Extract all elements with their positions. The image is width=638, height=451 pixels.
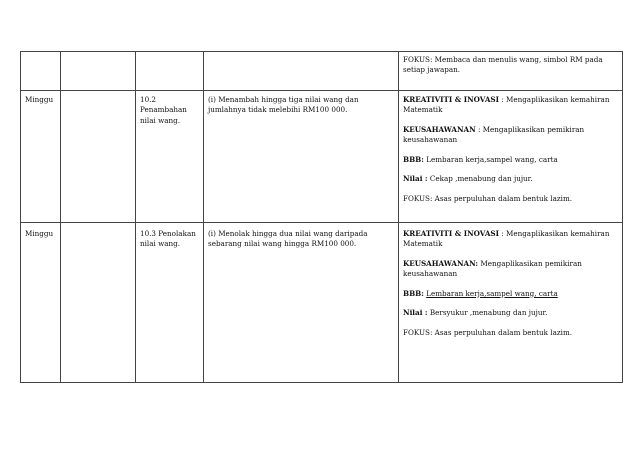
focus-note: FOKUS: Membaca dan menulis wang, simbol RM pada setiap jawapan. (403, 55, 603, 75)
note-values: Nilai : Cekap ,menabung dan jujur. (403, 174, 533, 184)
standard-cell (204, 52, 399, 91)
table-row (21, 91, 623, 223)
note-creativity: KREATIVITI & INOVASI : Mengaplikasikan kemahiran Matematik (403, 229, 610, 249)
note-entrepreneurship: KEUSAHAWANAN : Mengaplikasikan pemikiran keusahawanan (403, 124, 585, 145)
note-entrepreneurship: KEUSAHAWANAN: Mengaplikasikan pemikiran keusahawanan (403, 258, 582, 279)
note-values: Nilai : Bersyukur ,menabung dan jujur. (403, 308, 548, 318)
note-materials: BBB: Lembaran kerja,sampel wang, carta (403, 154, 558, 164)
note-materials: BBB: Lembaran kerja,sampel wang, carta (403, 288, 558, 298)
blank-cell (61, 223, 136, 383)
week-cell: Minggu (21, 223, 61, 383)
table-row (21, 223, 623, 383)
topic-cell: 10.3 Penolakan nilai wang. (136, 223, 204, 383)
week-cell (21, 52, 61, 91)
notes-cell (399, 52, 623, 91)
blank-cell (61, 91, 136, 223)
lesson-plan-table (20, 51, 623, 383)
topic-cell (136, 52, 204, 91)
note-creativity: KREATIVITI & INOVASI : Mengaplikasikan kemahiran Matematik (403, 95, 610, 115)
week-cell: Minggu (21, 91, 61, 223)
blank-cell (61, 52, 136, 91)
standard-cell: (i) Menambah hingga tiga nilai wang dan jumlahnya tidak melebihi RM100 000. (204, 91, 399, 223)
notes-cell (399, 91, 623, 223)
table-row (21, 52, 623, 91)
note-focus: FOKUS: Asas perpuluhan dalam bentuk lazim. (403, 327, 573, 337)
topic-cell: 10.2 Penambahan nilai wang. (136, 91, 204, 223)
note-focus: FOKUS: Asas perpuluhan dalam bentuk lazim. (403, 193, 573, 203)
notes-cell (399, 223, 623, 383)
standard-cell: (i) Menolak hingga dua nilai wang daripada sebarang nilai wang hingga RM100 000. (204, 223, 399, 383)
